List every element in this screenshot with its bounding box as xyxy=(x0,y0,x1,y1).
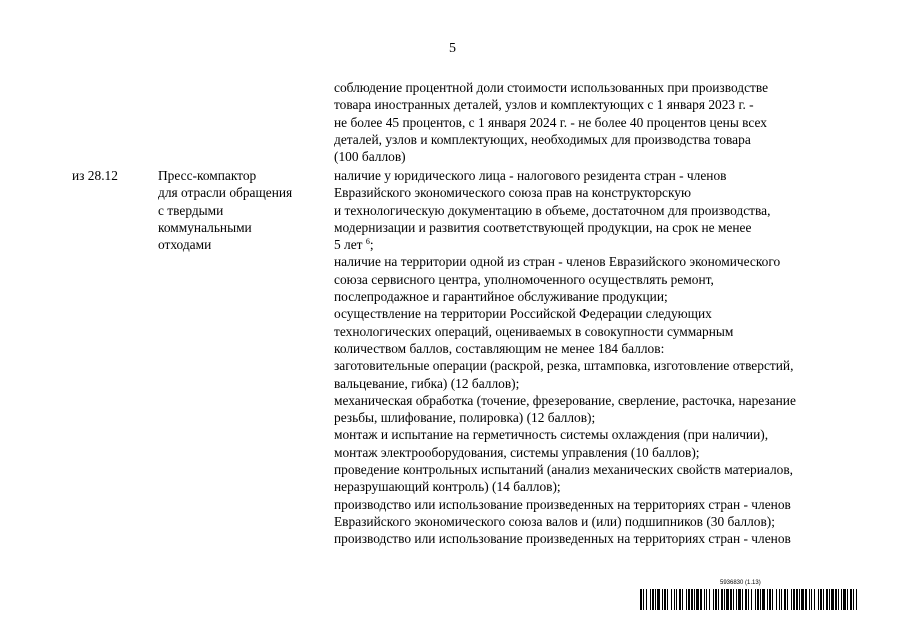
text-line: проведение контрольных испытаний (анализ механических свойств материалов, xyxy=(334,462,794,478)
text-line-with-footnote xyxy=(334,236,864,253)
text-line: производство или использование произведенных на территориях стран - членов xyxy=(334,531,791,547)
text-line: вальцевание, гибка) (12 баллов); xyxy=(334,375,520,391)
term-tail: ; xyxy=(369,237,374,253)
product-code: из 28.12 xyxy=(72,168,118,183)
product-name xyxy=(158,167,328,253)
continued-requirements xyxy=(334,79,864,165)
page-number: 5 xyxy=(449,41,456,56)
barcode-icon xyxy=(640,589,858,610)
text-line: монтаж электрооборудования, системы управления (10 баллов); xyxy=(334,444,700,460)
text-line: союза сервисного центра, уполномоченного осуществлять ремонт, xyxy=(334,271,714,287)
text-line: наличие у юридического лица - налогового резидента стран - членов xyxy=(334,168,727,183)
product-name-line: с твердыми xyxy=(158,202,224,218)
footnote-ref: 6 xyxy=(365,237,370,247)
text-line: заготовительные операции (раскрой, резка, штамповка, изготовление отверстий, xyxy=(334,358,794,374)
product-name-line: коммунальными xyxy=(158,219,252,235)
text-line: количеством баллов, составляющим не менее 184 баллов: xyxy=(334,340,665,356)
text-line: резьбы, шлифование, полировка) (12 баллов); xyxy=(334,410,596,426)
text-line: послепродажное и гарантийное обслуживание продукции; xyxy=(334,289,668,305)
text-line: производство или использование произведенных на территориях стран - членов xyxy=(334,496,791,512)
text-line: соблюдение процентной доли стоимости использованных при производстве xyxy=(334,80,769,95)
text-line: осуществление на территории Российской Федерации следующих xyxy=(334,306,712,322)
document-barcode xyxy=(640,580,858,610)
text-line: товара иностранных деталей, узлов и комплектующих с 1 января 2023 г. - xyxy=(334,97,754,113)
text-line: (100 баллов) xyxy=(334,149,406,165)
text-line: и технологическую документацию в объеме, достаточном для производства, xyxy=(334,202,771,218)
product-requirements xyxy=(334,167,864,548)
term-text: 5 лет xyxy=(334,237,363,253)
text-line: Евразийского экономического союза валов и (или) подшипников (30 баллов); xyxy=(334,513,775,529)
product-name-line: для отрасли обращения xyxy=(158,185,293,201)
product-name-line: отходами xyxy=(158,237,212,253)
text-line: технологических операций, оцениваемых в совокупности суммарным xyxy=(334,323,734,339)
product-name-line: Пресс-компактор xyxy=(158,168,257,183)
text-line: механическая обработка (точение, фрезерование, сверление, расточка, нарезание xyxy=(334,392,796,408)
text-line: Евразийского экономического союза прав на конструкторскую xyxy=(334,185,691,201)
barcode-label: 5936830 (1.13) xyxy=(720,580,761,586)
text-line: не более 45 процентов, с 1 января 2024 г. - не более 40 процентов цены всех xyxy=(334,114,767,130)
text-line: наличие на территории одной из стран - членов Евразийского экономического xyxy=(334,254,781,270)
text-line: неразрушающий контроль) (14 баллов); xyxy=(334,479,561,495)
text-line: деталей, узлов и комплектующих, необходимых для производства товара xyxy=(334,131,751,147)
text-line: монтаж и испытание на герметичность системы охлаждения (при наличии), xyxy=(334,427,769,443)
text-line: модернизации и развития соответствующей продукции, на срок не менее xyxy=(334,219,752,235)
